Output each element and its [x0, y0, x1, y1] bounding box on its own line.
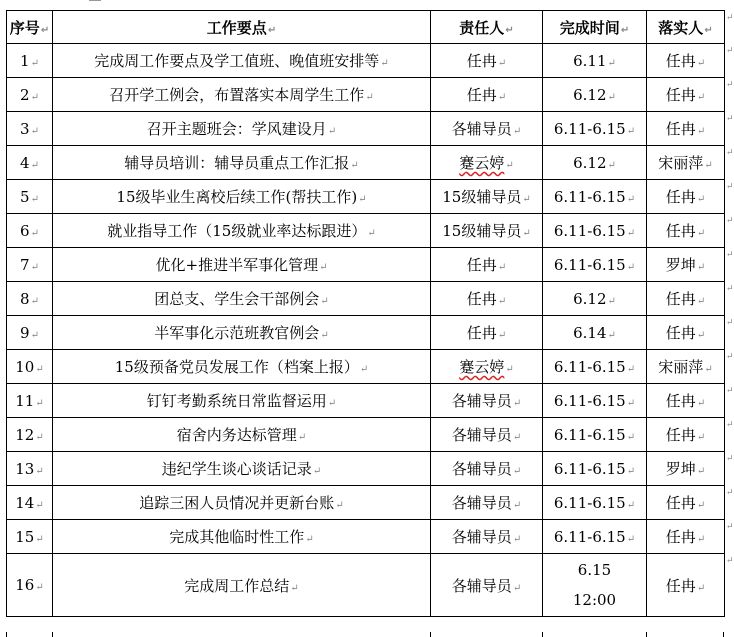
cell-text: 9 — [20, 323, 30, 342]
paragraph-mark: ↵ — [607, 295, 616, 307]
cell-text: 15级辅导员 — [442, 188, 522, 206]
table-continuation — [6, 632, 724, 637]
cell-text: 宿舍内务达标管理 — [176, 426, 297, 444]
row-end-mark: ↵ — [726, 453, 734, 464]
cell-task — [53, 78, 431, 112]
paragraph-mark: ↵ — [696, 582, 706, 594]
paragraph-mark: ↵ — [696, 228, 706, 239]
cell-time — [543, 316, 647, 350]
cell-owner — [431, 452, 543, 486]
paragraph-mark: ↵ — [626, 261, 636, 273]
paragraph-mark: ↵ — [358, 194, 367, 205]
cell-text: 辅导员培训：辅导员重点工作汇报 — [124, 154, 350, 172]
cell-no — [7, 554, 53, 617]
cell-text: 3 — [20, 119, 30, 138]
cell-text: 各辅导员 — [451, 120, 512, 138]
paragraph-mark: ↵ — [497, 330, 507, 341]
cell-text: 召开学工例会，布置落实本周学生工作 — [109, 86, 365, 104]
cell-text: 任冉 — [466, 86, 497, 104]
paragraph-mark: ↵ — [380, 58, 389, 69]
cell-exec — [647, 316, 725, 350]
cell-time — [543, 214, 647, 248]
cell-text: 各辅导员 — [451, 576, 512, 595]
paragraph-mark: ↵ — [704, 160, 713, 171]
cell-task — [53, 112, 431, 146]
row-end-mark: ↵ — [726, 351, 734, 362]
cell-text: 6.11 — [573, 51, 607, 70]
table-row — [7, 282, 725, 316]
cell-no — [7, 520, 53, 554]
paragraph-mark: ↵ — [327, 126, 337, 137]
cell-text: 6 — [20, 221, 30, 240]
cell-text: 6.12 — [573, 153, 607, 172]
paragraph-mark: ↵ — [505, 364, 514, 375]
cell-task — [53, 44, 431, 78]
cell-text: 钉钉考勤系统日常监督运用 — [146, 392, 327, 410]
paragraph-mark: ↵ — [350, 160, 359, 171]
cell-text: 罗坤 — [665, 460, 696, 478]
cell-text: 10 — [15, 357, 35, 376]
cell-text: 4 — [20, 153, 30, 172]
paragraph-mark: ↵ — [512, 398, 522, 409]
cell-no — [7, 418, 53, 452]
paragraph-mark: ↵ — [35, 499, 44, 511]
paragraph-mark: ↵ — [607, 329, 616, 341]
cell-owner — [431, 146, 543, 180]
cell-exec — [647, 418, 725, 452]
cell-exec — [647, 214, 725, 248]
cell-no — [7, 282, 53, 316]
paragraph-mark: ↵ — [30, 295, 39, 307]
paragraph-mark: ↵ — [497, 92, 507, 103]
paragraph-mark: ↵ — [626, 227, 636, 239]
cell-text: 追踪三困人员情况并更新台账 — [139, 494, 335, 512]
header-time: 完成时间↵ — [543, 11, 647, 44]
cell-exec — [647, 112, 725, 146]
cell-text: 5 — [20, 187, 30, 206]
cell-exec — [647, 554, 725, 617]
cell-exec — [647, 78, 725, 112]
paragraph-mark: ↵ — [607, 91, 616, 103]
cell-text: 6.12 — [573, 85, 607, 104]
paragraph-mark: ↵ — [696, 194, 706, 205]
paragraph-mark: ↵ — [626, 363, 636, 375]
row-end-mark: ↵ — [726, 555, 734, 566]
paragraph-mark: ↵ — [30, 57, 39, 69]
row-end-mark: ↵ — [726, 79, 734, 90]
table-row — [7, 418, 725, 452]
cell-text: 任冉 — [665, 528, 696, 546]
cell-text: 11 — [15, 391, 35, 410]
cell-task — [53, 520, 431, 554]
paragraph-mark: ↵ — [35, 363, 44, 375]
cell-text: 各辅导员 — [451, 528, 512, 546]
table-row — [7, 44, 725, 78]
cell-no — [7, 44, 53, 78]
row-end-mark: ↵ — [726, 249, 734, 260]
cell-text: 团总支、学生会干部例会 — [154, 290, 320, 308]
cell-task — [53, 282, 431, 316]
table-row — [7, 248, 725, 282]
table-row — [7, 554, 725, 617]
paragraph-mark: ↵ — [327, 398, 337, 409]
cell-time — [543, 486, 647, 520]
cell-text: 任冉 — [665, 52, 696, 70]
paragraph-mark: ↵ — [290, 582, 299, 594]
row-end-mark: ↵ — [726, 385, 734, 396]
cell-owner — [431, 520, 543, 554]
cell-text: 6.11-6.15 — [553, 425, 626, 444]
cell-time — [543, 44, 647, 78]
row-end-mark: ↵ — [726, 215, 734, 226]
cell-no — [7, 350, 53, 384]
cell-text: 各辅导员 — [451, 392, 512, 410]
cell-text: 召开主题班会：学风建设月 — [146, 120, 327, 138]
cell-text: 任冉 — [665, 222, 696, 240]
paragraph-mark: ↵ — [365, 92, 374, 103]
paragraph-mark: ↵ — [35, 397, 44, 409]
cell-text: 任冉 — [466, 256, 497, 274]
cell-no — [7, 248, 53, 282]
paragraph-mark: ↵ — [497, 262, 507, 273]
cell-owner — [431, 350, 543, 384]
cell-task — [53, 146, 431, 180]
cell-owner — [431, 316, 543, 350]
paragraph-mark: ↵ — [512, 500, 522, 511]
cell-text: 就业指导工作（15级就业率达标跟进） — [107, 222, 367, 240]
paragraph-mark: ↵ — [512, 432, 522, 443]
cell-exec — [647, 384, 725, 418]
table-row — [7, 146, 725, 180]
table-row — [7, 520, 725, 554]
paragraph-mark: ↵ — [626, 499, 636, 511]
table-row — [7, 350, 725, 384]
table-row — [7, 452, 725, 486]
table-row — [7, 180, 725, 214]
row-end-mark: ↵ — [726, 283, 734, 294]
paragraph-mark: ↵ — [497, 58, 507, 69]
cell-task — [53, 316, 431, 350]
header-owner: 责任人↵ — [431, 11, 543, 44]
table-row — [7, 486, 725, 520]
cell-owner — [431, 44, 543, 78]
paragraph-mark: ↵ — [696, 126, 706, 137]
paragraph-mark: ↵ — [367, 228, 376, 239]
cell-text: 任冉 — [466, 324, 497, 342]
paragraph-mark: ↵ — [696, 398, 706, 409]
cell-text: 蹇云婷 — [459, 358, 505, 376]
cell-text: 7 — [20, 255, 30, 274]
paragraph-mark: ↵ — [696, 92, 706, 103]
cell-text: 任冉 — [665, 576, 696, 595]
header-exec: 落实人↵ — [647, 11, 725, 44]
cell-text: 6.11-6.15 — [553, 119, 626, 138]
top-margin-mark — [89, 0, 101, 1]
paragraph-mark: ↵ — [704, 364, 713, 375]
cell-owner — [431, 554, 543, 617]
table-body — [7, 44, 725, 617]
cell-exec — [647, 146, 725, 180]
cell-text: 完成周工作总结 — [184, 576, 290, 595]
cell-exec — [647, 282, 725, 316]
paragraph-mark: ↵ — [30, 261, 39, 273]
paragraph-mark: ↵ — [626, 193, 636, 205]
paragraph-mark: ↵ — [312, 466, 322, 477]
cell-text: 任冉 — [665, 494, 696, 512]
cell-task — [53, 384, 431, 418]
paragraph-mark: ↵ — [35, 582, 44, 593]
cell-time — [543, 78, 647, 112]
cell-task — [53, 486, 431, 520]
cell-owner — [431, 282, 543, 316]
cell-time — [543, 384, 647, 418]
cell-time — [543, 282, 647, 316]
cell-text: 任冉 — [665, 324, 696, 342]
cell-text: 6.14 — [573, 323, 607, 342]
cell-time — [543, 146, 647, 180]
cell-text: 6.11-6.15 — [553, 187, 626, 206]
paragraph-mark: ↵ — [512, 534, 522, 545]
paragraph-mark: ↵ — [696, 466, 706, 477]
cell-time — [543, 350, 647, 384]
paragraph-mark: ↵ — [335, 500, 344, 511]
paragraph-mark: ↵ — [696, 432, 706, 443]
cell-time — [543, 418, 647, 452]
cell-task — [53, 452, 431, 486]
paragraph-mark: ↵ — [35, 465, 44, 477]
paragraph-mark: ↵ — [626, 397, 636, 409]
paragraph-mark: ↵ — [522, 194, 531, 205]
cell-owner — [431, 384, 543, 418]
cell-text: 完成周工作要点及学工值班、晚值班安排等 — [94, 52, 380, 70]
header-task: 工作要点↵ — [53, 11, 431, 44]
cell-time — [543, 248, 647, 282]
cell-text: 12 — [15, 425, 35, 444]
table-header-row — [7, 11, 725, 44]
cell-no — [7, 384, 53, 418]
table-row — [7, 316, 725, 350]
cell-text: 各辅导员 — [451, 494, 512, 512]
cell-text: 1 — [20, 51, 30, 70]
cell-task — [53, 554, 431, 617]
cell-task — [53, 248, 431, 282]
cell-text: 6.11-6.15 — [553, 493, 626, 512]
paragraph-mark: ↵ — [512, 582, 522, 594]
header-no: 序号↵ — [7, 11, 53, 44]
cell-time-date: 6.15 — [577, 561, 612, 579]
paragraph-mark: ↵ — [505, 160, 514, 171]
table-row — [7, 78, 725, 112]
cell-exec — [647, 452, 725, 486]
cell-no — [7, 78, 53, 112]
cell-text: 任冉 — [665, 392, 696, 410]
cell-exec — [647, 44, 725, 78]
cell-no — [7, 112, 53, 146]
cell-text: 任冉 — [665, 188, 696, 206]
cell-no — [7, 180, 53, 214]
cell-text: 宋丽萍 — [658, 358, 704, 376]
paragraph-mark: ↵ — [696, 296, 706, 307]
cell-text: 6.11-6.15 — [553, 357, 626, 376]
cell-text: 14 — [15, 493, 35, 512]
cell-text: 蹇云婷 — [459, 154, 505, 172]
table-row — [7, 112, 725, 146]
cell-time-hour: 12:00 — [572, 591, 617, 609]
cell-text: 6.11-6.15 — [553, 221, 626, 240]
cell-exec — [647, 248, 725, 282]
cell-text: 15级预备党员发展工作（档案上报） — [114, 358, 359, 376]
cell-time — [543, 554, 647, 617]
cell-text: 6.11-6.15 — [553, 255, 626, 274]
cell-no — [7, 146, 53, 180]
cell-text: 15级毕业生离校后续工作(帮扶工作) — [116, 188, 358, 206]
paragraph-mark: ↵ — [696, 262, 706, 273]
cell-no — [7, 452, 53, 486]
cell-text: 6.12 — [573, 289, 607, 308]
cell-owner — [431, 180, 543, 214]
paragraph-mark: ↵ — [607, 57, 616, 69]
paragraph-mark: ↵ — [30, 91, 39, 103]
cell-text: 任冉 — [665, 426, 696, 444]
table-row — [7, 214, 725, 248]
paragraph-mark: ↵ — [319, 262, 328, 273]
row-end-mark: ↵ — [726, 113, 734, 124]
table-row — [7, 384, 725, 418]
cell-owner — [431, 248, 543, 282]
paragraph-mark: ↵ — [30, 159, 39, 171]
cell-owner — [431, 486, 543, 520]
cell-task — [53, 418, 431, 452]
paragraph-mark: ↵ — [305, 534, 314, 545]
weekly-work-table — [6, 10, 725, 617]
cell-text: 半军事化示范班教官例会 — [154, 324, 320, 342]
cell-owner — [431, 112, 543, 146]
paragraph-mark: ↵ — [30, 329, 39, 341]
cell-text: 优化+推进半军事化管理 — [155, 256, 319, 274]
cell-time — [543, 180, 647, 214]
cell-text: 6.11-6.15 — [553, 391, 626, 410]
cell-owner — [431, 214, 543, 248]
paragraph-mark: ↵ — [30, 193, 39, 205]
paragraph-mark: ↵ — [359, 364, 369, 375]
paragraph-mark: ↵ — [512, 126, 522, 137]
cell-text: 宋丽萍 — [658, 154, 704, 172]
paragraph-mark: ↵ — [522, 228, 531, 239]
cell-time — [543, 520, 647, 554]
paragraph-mark: ↵ — [35, 533, 44, 545]
paragraph-mark: ↵ — [626, 465, 636, 477]
paragraph-mark: ↵ — [696, 330, 706, 341]
cell-task — [53, 214, 431, 248]
cell-owner — [431, 78, 543, 112]
cell-text: 16 — [15, 576, 35, 594]
paragraph-mark: ↵ — [696, 58, 706, 69]
cell-text: 15 — [15, 527, 35, 546]
paragraph-mark: ↵ — [320, 330, 329, 341]
paragraph-mark: ↵ — [320, 296, 329, 307]
cell-text: 违纪学生谈心谈话记录 — [161, 460, 312, 478]
paragraph-mark: ↵ — [626, 125, 636, 137]
paragraph-mark: ↵ — [626, 431, 636, 443]
paragraph-mark: ↵ — [626, 533, 636, 545]
paragraph-mark: ↵ — [696, 534, 706, 545]
cell-task — [53, 350, 431, 384]
cell-text: 各辅导员 — [451, 426, 512, 444]
row-end-mark: ↵ — [726, 181, 734, 192]
cell-text: 15级辅导员 — [442, 222, 522, 240]
cell-exec — [647, 350, 725, 384]
row-end-mark: ↵ — [726, 45, 734, 56]
cell-text: 8 — [20, 289, 30, 308]
row-end-mark: ↵ — [726, 419, 734, 430]
cell-text: 6.11-6.15 — [553, 527, 626, 546]
paragraph-mark: ↵ — [35, 431, 44, 443]
paragraph-mark: ↵ — [607, 159, 616, 171]
row-end-mark: ↵ — [726, 317, 734, 328]
paragraph-mark: ↵ — [30, 227, 39, 239]
paragraph-mark: ↵ — [696, 500, 706, 511]
cell-text: 任冉 — [665, 120, 696, 138]
cell-exec — [647, 486, 725, 520]
paragraph-mark: ↵ — [30, 125, 39, 137]
cell-text: 13 — [15, 459, 35, 478]
cell-no — [7, 486, 53, 520]
cell-exec — [647, 520, 725, 554]
cell-text: 完成其他临时性工作 — [169, 528, 305, 546]
cell-no — [7, 316, 53, 350]
row-end-mark: ↵ — [726, 12, 734, 23]
cell-text: 2 — [20, 85, 30, 104]
cell-task — [53, 180, 431, 214]
cell-text: 各辅导员 — [451, 460, 512, 478]
paragraph-mark: ↵ — [497, 296, 507, 307]
paragraph-mark: ↵ — [297, 432, 307, 443]
cell-no — [7, 214, 53, 248]
cell-text: 任冉 — [665, 290, 696, 308]
row-end-mark: ↵ — [726, 487, 734, 498]
cell-text: 任冉 — [466, 290, 497, 308]
cell-text: 任冉 — [466, 52, 497, 70]
cell-exec — [647, 180, 725, 214]
cell-time — [543, 452, 647, 486]
row-end-mark: ↵ — [726, 521, 734, 532]
cell-owner — [431, 418, 543, 452]
cell-text: 6.11-6.15 — [553, 459, 626, 478]
row-end-mark: ↵ — [726, 147, 734, 158]
cell-text: 罗坤 — [665, 256, 696, 274]
paragraph-mark: ↵ — [512, 466, 522, 477]
cell-time — [543, 112, 647, 146]
cell-text: 任冉 — [665, 86, 696, 104]
